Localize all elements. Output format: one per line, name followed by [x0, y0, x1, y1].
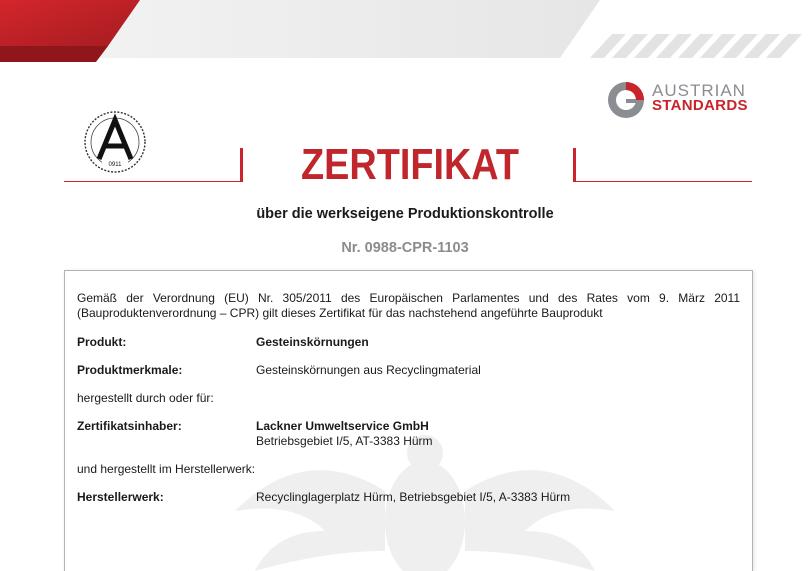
logo-line-2: STANDARDS — [652, 97, 748, 114]
title-bar-left — [240, 148, 243, 182]
austrian-standards-mark-icon — [606, 80, 646, 120]
seal-number: 0911 — [108, 162, 122, 168]
certificate-number: Nr. 0988-CPR-1103 — [341, 240, 469, 256]
title-bar-right — [573, 148, 576, 182]
accreditation-seal — [80, 104, 150, 184]
certificate-title: ZERTIFIKAT — [301, 140, 519, 189]
logo-line-1: AUSTRIAN — [652, 81, 746, 100]
made-by-text: hergestellt durch oder für: — [77, 391, 214, 405]
holder-label: Zertifikatsinhaber: — [77, 419, 182, 433]
holder-address: Betriebsgebiet I/5, AT-3383 Hürm — [256, 434, 433, 448]
header-band — [0, 0, 810, 68]
features-label: Produktmerkmale: — [77, 363, 183, 377]
title-rule-left — [64, 181, 242, 182]
plant-label: Herstellerwerk: — [77, 490, 164, 504]
title-rule-right — [575, 181, 752, 182]
plant-value: Recyclinglagerplatz Hürm, Betriebsgebiet I/5, A-3383 Hürm — [256, 490, 571, 504]
certificate-content-box — [64, 270, 753, 571]
intro-paragraph: Gemäß der Verordnung (EU) Nr. 305/2011 des Europäischen Parlamentes und des Rates vom 9. März 2011 (Bauproduktenverordnung – CPR) gilt dieses Zertifikat für das nachstehend angeführte Bauprodukt — [77, 291, 740, 320]
holder-name: Lackner Umweltservice GmbH — [256, 419, 429, 433]
product-value: Gesteinskörnungen — [256, 335, 369, 349]
plant-intro-text: und hergestellt im Herstellerwerk: — [77, 462, 256, 476]
features-value: Gesteinskörnungen aus Recyclingmaterial — [256, 363, 481, 377]
certificate-subtitle: über die werkseigene Produktionskontrolle — [256, 206, 554, 222]
product-label: Produkt: — [77, 335, 127, 349]
austrian-standards-logo — [606, 80, 766, 120]
